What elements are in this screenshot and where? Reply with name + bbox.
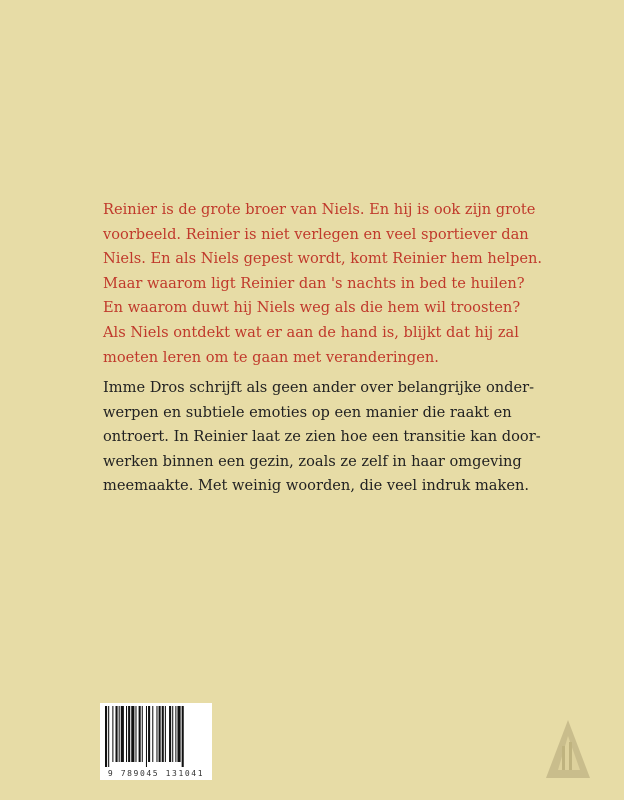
barcode-bar <box>116 706 118 762</box>
text-line: werpen en subtiele emoties op een manier die raakt en <box>103 403 512 421</box>
barcode-bar <box>169 706 171 762</box>
barcode-bar <box>126 706 127 762</box>
barcode-bar <box>162 706 164 762</box>
text-line: Maar waarom ligt Reinier dan 's nachts in bed te huilen? <box>103 274 525 292</box>
barcode-bar <box>159 706 161 762</box>
barcode-bar <box>128 706 130 762</box>
barcode-bar <box>142 706 143 762</box>
text-line: voorbeeld. Reinier is niet verlegen en veel sportiever dan <box>103 225 529 243</box>
text-line: ontroert. In Reinier laat ze zien hoe een transitie kan door- <box>103 428 541 446</box>
barcode-bar <box>182 706 184 767</box>
barcode-bar <box>175 706 176 762</box>
publisher-watermark-icon <box>538 718 600 780</box>
barcode-bar <box>108 706 109 767</box>
barcode-bar <box>105 706 107 767</box>
text-line: Imme Dros schrijft als geen ander over belangrijke onder- <box>103 379 535 396</box>
barcode-bar <box>152 706 153 762</box>
barcode-bar <box>165 706 166 762</box>
text-line: moeten leren om te gaan met veranderingen. <box>103 348 439 366</box>
barcode-bar <box>146 706 147 767</box>
barcode-bar <box>148 706 150 762</box>
barcode-bar <box>131 706 134 762</box>
barcode-bar <box>172 706 173 762</box>
barcode-number: 9 789045 131041 <box>107 769 205 778</box>
text-line: Reinier is de grote broer van Niels. En hij is ook zijn grote <box>103 201 536 218</box>
barcode-bar <box>156 706 157 762</box>
barcode-bar <box>177 706 180 762</box>
barcode-bar <box>112 706 113 762</box>
text-line: En waarom duwt hij Niels weg als die hem wil troosten? <box>103 299 521 317</box>
barcode-bar <box>139 706 141 762</box>
text-line: werken binnen een gezin, zoals ze zelf in haar omgeving <box>103 452 522 470</box>
text-line: meemaakte. Met weinig woorden, die veel indruk maken. <box>103 477 530 495</box>
text-line: Als Niels ontdekt wat er aan de hand is, blijkt dat hij zal <box>103 323 519 341</box>
barcode-bar <box>135 706 136 762</box>
blurb-author-paragraph <box>103 376 541 499</box>
isbn-barcode <box>100 703 212 780</box>
blurb-red-paragraph <box>103 198 543 370</box>
barcode-bars <box>100 703 212 769</box>
text-line: Niels. En als Niels gepest wordt, komt Reinier hem helpen. <box>103 250 543 268</box>
barcode-bar <box>119 706 120 762</box>
barcode-bar <box>121 706 124 762</box>
